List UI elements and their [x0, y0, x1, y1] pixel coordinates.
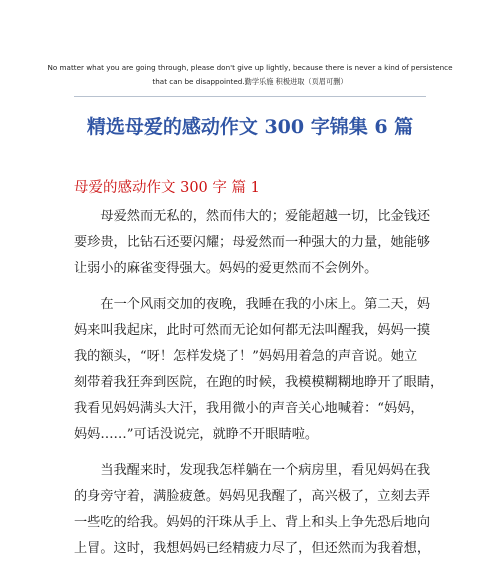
paragraph-1 [74, 204, 431, 282]
text-line: 在一个风雨交加的夜晚，我睡在我的小床上。第二天，妈 [100, 297, 431, 312]
document-title: 精选母爱的感动作文 300 字锦集 6 篇 [86, 116, 414, 138]
text-line: 刻带着我狂奔到医院，在跑的时候，我模模糊糊地睁开了眼睛， [74, 375, 444, 390]
article-body [74, 204, 444, 572]
header-quote-line-2: that can be disappointed.勤学乐施 积极进取（页眉可删） [152, 77, 348, 86]
page-header [40, 61, 460, 89]
text-line: 我的额头，“呀！怎样发烧了！”妈妈用着急的声音说。她立 [74, 349, 418, 364]
text-line: 我看见妈妈满头大汗，我用微小的声音关心地喊着：“妈妈， [74, 401, 424, 416]
paragraph-3 [74, 458, 431, 562]
section-title: 母爱的感动作文 300 字 篇 1 [74, 180, 260, 196]
text-line: 当我醒来时，发现我怎样躺在一个病房里，看见妈妈在我 [100, 463, 431, 478]
text-line: 妈来叫我起床，此时可然而无论如何都无法叫醒我，妈妈一摸 [74, 323, 431, 338]
text-line: 让弱小的麻雀变得强大。妈妈的爱更然而不会例外。 [74, 261, 378, 276]
text-line: 上冒。这时，我想妈妈已经精疲力尽了，但还然而为我着想， [74, 541, 431, 556]
text-line: 一些吃的给我。妈妈的汗珠从手上、背上和头上争先恐后地向 [74, 515, 431, 530]
text-line: 要珍贵，比钻石还要闪耀；母爱然而一种强大的力量，她能够 [74, 235, 431, 250]
text-line: 妈妈……”可话没说完，就睁不开眼睛啦。 [74, 427, 319, 442]
text-line: 的身旁守着，满脸疲惫。妈妈见我醒了，高兴极了，立刻去弄 [74, 489, 431, 504]
header-divider [74, 96, 426, 97]
text-line: 母爱然而无私的，然而伟大的；爱能超越一切，比金钱还 [100, 209, 431, 224]
header-quote-line-1: No matter what you are going through, please don't give up lightly, because there is never a kind of persistence [47, 63, 453, 72]
paragraph-2 [74, 292, 444, 448]
